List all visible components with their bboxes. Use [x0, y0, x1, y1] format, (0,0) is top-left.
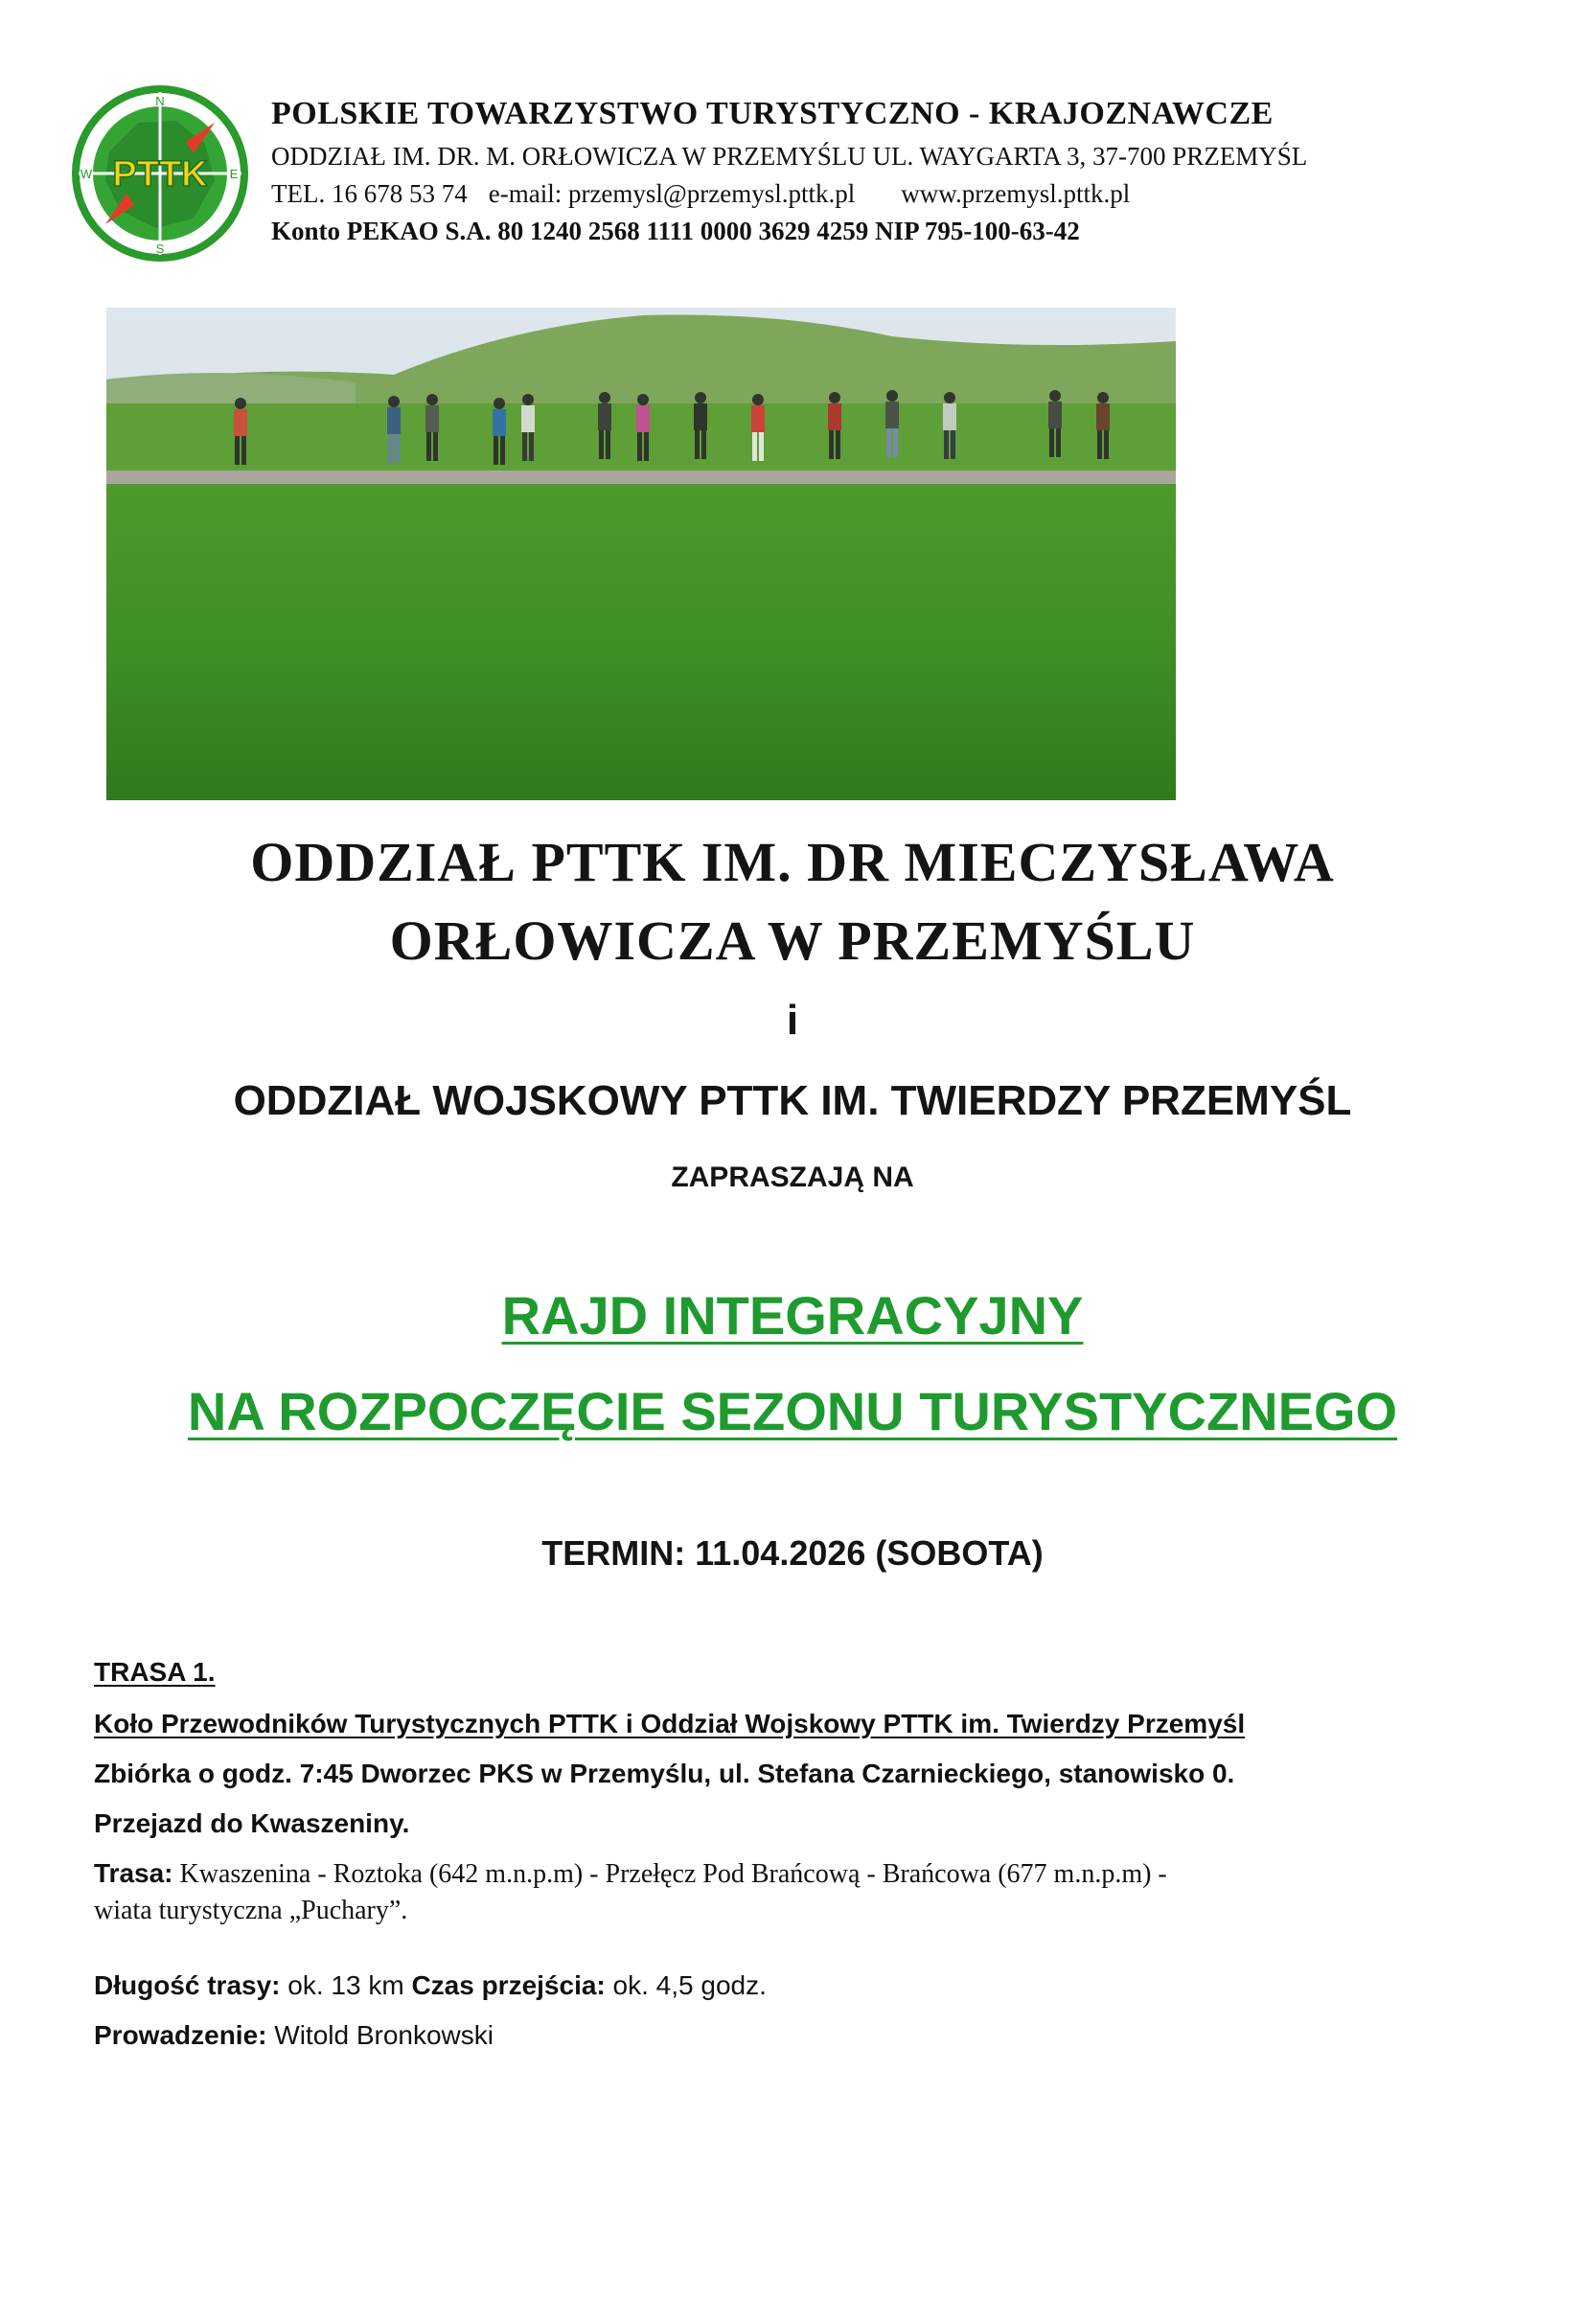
- bank-account: Konto PEKAO S.A. 80 1240 2568 1111 0000 3629 4259 NIP 795-100-63-42: [271, 217, 1080, 245]
- compass-east: E: [229, 167, 239, 181]
- length-value: ok. 13 km: [280, 1970, 412, 2000]
- hikers-photo: [106, 308, 1176, 800]
- length-time-line: [94, 1967, 1493, 2004]
- logo-text: PTTK: [112, 154, 208, 195]
- route-text-1: Kwaszenina - Roztoka (642 m.n.p.m) - Przełęcz Pod Brańcową - Brańcowa (677 m.n.p.m) -: [172, 1859, 1167, 1889]
- route-description: [94, 1855, 1493, 1893]
- phone: TEL. 16 678 53 74: [271, 179, 468, 208]
- time-value: ok. 4,5 godz.: [605, 1970, 767, 2000]
- route-text-2: wiata turystyczna „Puchary”.: [94, 1896, 408, 1925]
- org-name: POLSKIE TOWARZYSTWO TURYSTYCZNO - KRAJOZNAWCZE: [271, 96, 1274, 131]
- email-link[interactable]: e-mail: przemysl@przemysl.pttk.pl: [488, 179, 856, 208]
- event-title-1: RAJD INTEGRACYJNY: [501, 1285, 1084, 1346]
- route-heading: TRASA 1.: [94, 1657, 216, 1687]
- compass-north: N: [155, 94, 165, 108]
- pttk-logo: [71, 84, 249, 263]
- transfer-info: Przejazd do Kwaszeniny.: [94, 1808, 410, 1838]
- title-connector: i: [786, 997, 799, 1044]
- event-title-2: NA ROZPOCZĘCIE SEZONU TURYSTYCZNEGO: [187, 1381, 1398, 1441]
- time-label: Czas przejścia:: [411, 1970, 606, 2000]
- invite-text: ZAPRASZAJĄ NA: [671, 1162, 914, 1193]
- letterhead: [271, 96, 1517, 246]
- route-label: Trasa:: [94, 1858, 173, 1888]
- compass-west: W: [80, 167, 93, 181]
- leader-label: Prowadzenie:: [94, 2020, 267, 2050]
- title-line-1: ODDZIAŁ PTTK IM. DR MIECZYSŁAWA: [250, 831, 1335, 893]
- leader-value: Witold Bronkowski: [266, 2020, 494, 2050]
- length-label: Długość trasy:: [94, 1970, 281, 2000]
- compass-south: S: [155, 242, 165, 256]
- route-organizers: Koło Przewodników Turystycznych PTTK i Oddział Wojskowy PTTK im. Twierdzy Przemyśl: [94, 1709, 1246, 1738]
- website-link[interactable]: www.przemysl.pttk.pl: [901, 179, 1131, 208]
- meeting-info: Zbiórka o godz. 7:45 Dworzec PKS w Przemyślu, ul. Stefana Czarnieckiego, stanowisko 0.: [94, 1759, 1235, 1788]
- route-section: [94, 1654, 1493, 2054]
- contact-line: [271, 179, 1517, 209]
- title-line-2: ORŁOWICZA W PRZEMYŚLU: [389, 909, 1196, 972]
- leader-line: [94, 2017, 1493, 2054]
- org-address: ODDZIAŁ IM. DR. M. ORŁOWICZA W PRZEMYŚLU UL. WAYGARTA 3, 37-700 PRZEMYŚL: [271, 142, 1308, 171]
- event-date: TERMIN: 11.04.2026 (SOBOTA): [541, 1533, 1044, 1573]
- title-line-3: ODDZIAŁ WOJSKOWY PTTK IM. TWIERDZY PRZEMYŚL: [233, 1077, 1352, 1124]
